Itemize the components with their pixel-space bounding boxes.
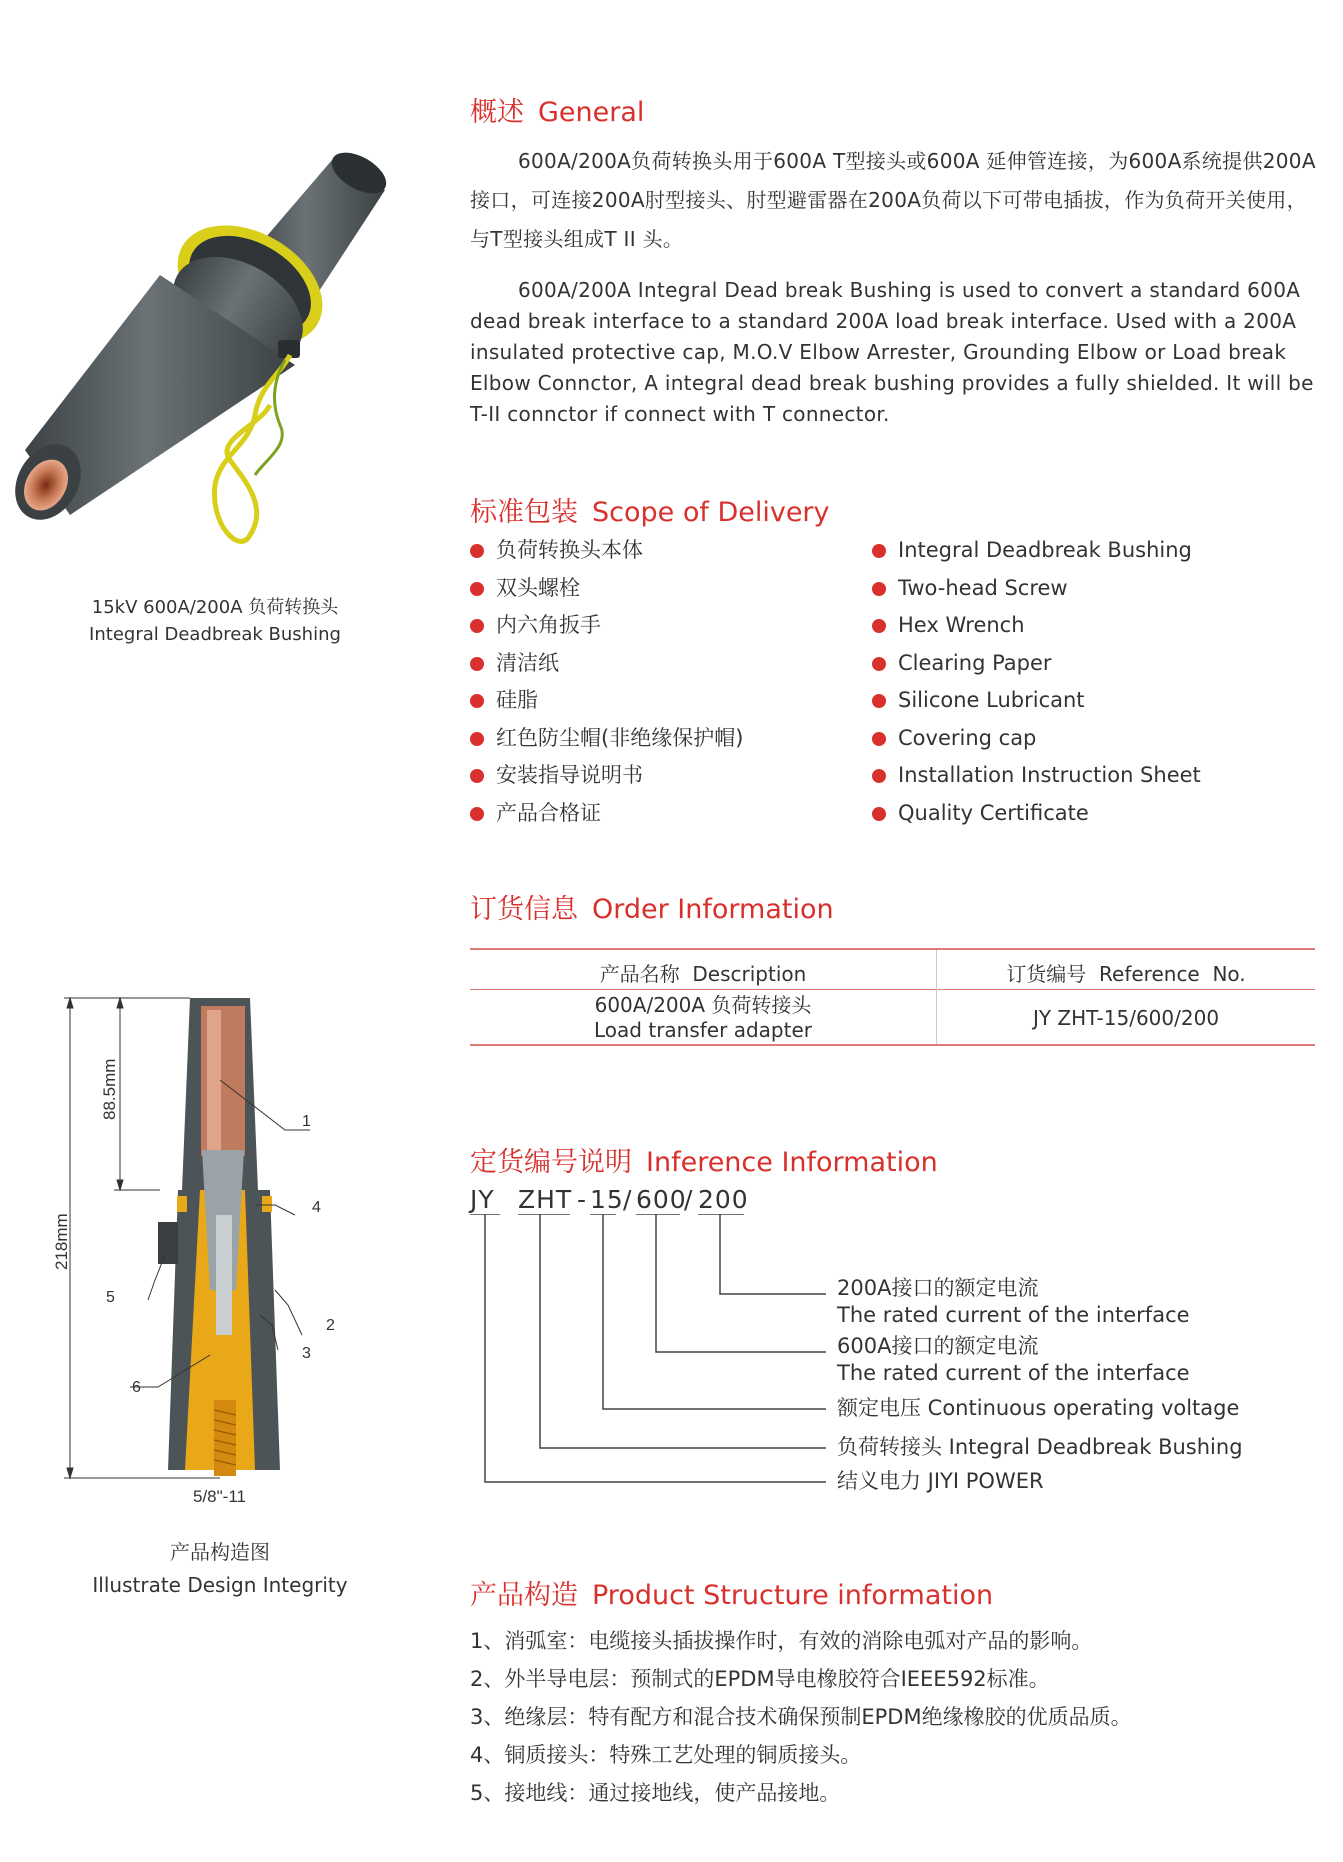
delivery-list-en <box>872 532 1201 832</box>
description-en: Load transfer adapter <box>594 1018 812 1042</box>
bullet-dot-icon <box>872 694 886 708</box>
structure-heading <box>470 1573 993 1612</box>
list-item: Two-head Screw <box>872 570 1201 608</box>
structure-heading-en: Product Structure information <box>592 1580 994 1611</box>
product-photo <box>10 115 410 575</box>
bullet-dot-icon <box>470 732 484 746</box>
general-paragraph-cn <box>470 142 1320 259</box>
bullet-dot-icon <box>470 619 484 633</box>
delivery-heading-cn: 标准包装 <box>470 497 578 528</box>
table-cell-reference: JY ZHT-15/600/200 <box>1032 1006 1220 1030</box>
list-item: 4、铜质接头：特殊工艺处理的铜质接头。 <box>470 1743 862 1767</box>
list-item: Hex Wrench <box>872 607 1201 645</box>
delivery-heading-en: Scope of Delivery <box>592 497 830 528</box>
bullet-dot-icon <box>872 769 886 783</box>
list-item: Quality Certificate <box>872 795 1201 833</box>
delivery-list-cn <box>470 532 743 832</box>
bullet-dot-icon <box>470 769 484 783</box>
drawing-caption-en: Illustrate Design Integrity <box>92 1573 348 1597</box>
table-header-reference: 订货编号 Reference No. <box>1006 962 1246 986</box>
general-text-en: 600A/200A Integral Dead break Bushing is used to convert a standard 600A dead break interface to a standard 200A load break interface. Used with a 200A insulated protective cap, M.O.V Elbow Arrester, Grounding Elbow or Load break Elbow Connctor, A integral dead break bushing provides a fully shielded. It will be T-II connctor if connect with T connector. <box>470 278 1314 426</box>
list-item: 双头螺栓 <box>470 570 743 608</box>
bullet-dot-icon <box>872 657 886 671</box>
callout-6: 6 <box>132 1379 141 1396</box>
table-rule-bottom <box>470 1044 1315 1046</box>
legend-600a-cn: 600A接口的额定电流 <box>837 1334 1039 1358</box>
photo-caption-line1: 15kV 600A/200A 负荷转换头 <box>91 597 339 618</box>
bullet-dot-icon <box>470 694 484 708</box>
general-heading-en: General <box>538 97 645 128</box>
bullet-dot-icon <box>872 582 886 596</box>
drawing-caption-cn: 产品构造图 <box>170 1540 270 1564</box>
order-heading-en: Order Information <box>592 894 834 925</box>
table-cell-description <box>470 993 936 1043</box>
legend-item-200a <box>837 1275 1190 1329</box>
list-item: 内六角扳手 <box>470 607 743 645</box>
list-item: Installation Instruction Sheet <box>872 757 1201 795</box>
bullet-dot-icon <box>470 657 484 671</box>
code-part-jy: JY <box>470 1185 495 1214</box>
callout-3: 3 <box>302 1345 311 1362</box>
legend-item-600a <box>837 1333 1190 1387</box>
list-item: Integral Deadbreak Bushing <box>872 532 1201 570</box>
general-heading-cn: 概述 <box>470 97 524 128</box>
cross-section-drawing <box>50 990 370 1520</box>
bullet-dot-icon <box>470 544 484 558</box>
code-part-600: 600 <box>636 1185 687 1214</box>
delivery-heading <box>470 490 830 529</box>
list-item: 清洁纸 <box>470 645 743 683</box>
bushing-body <box>10 144 393 531</box>
photo-caption-line2: Integral Deadbreak Bushing <box>89 624 341 645</box>
bullet-dot-icon <box>872 544 886 558</box>
photo-caption <box>30 594 400 648</box>
list-item: Clearing Paper <box>872 645 1201 683</box>
structure-heading-cn: 产品构造 <box>470 1580 578 1611</box>
list-item: 硅脂 <box>470 682 743 720</box>
bullet-dot-icon <box>470 582 484 596</box>
legend-600a-en: The rated current of the interface <box>837 1361 1190 1385</box>
general-text-cn: 600A/200A负荷转换头用于600A T型接头或600A 延伸管连接，为600A系统提供200A接口，可连接200A肘型接头、肘型避雷器在200A负荷以下可带电插拔，作为负荷开关使用，与T型接头组成T II 头。 <box>470 149 1316 251</box>
table-rule-mid <box>470 989 1315 990</box>
bullet-dot-icon <box>470 807 484 821</box>
legend-200a-en: The rated current of the interface <box>837 1303 1190 1327</box>
description-cn: 600A/200A 负荷转接头 <box>594 993 812 1017</box>
list-item: 产品合格证 <box>470 795 743 833</box>
general-heading <box>470 90 644 129</box>
code-part-slash1: / <box>623 1185 633 1214</box>
bullet-dot-icon <box>872 619 886 633</box>
legend-item-voltage: 额定电压 Continuous operating voltage <box>837 1396 1240 1420</box>
bushing-section <box>158 998 280 1476</box>
bullet-dot-icon <box>872 807 886 821</box>
dim-88-5mm-label: 88.5mm <box>100 1058 119 1120</box>
list-item: Silicone Lubricant <box>872 682 1201 720</box>
code-part-slash2: / <box>684 1185 694 1214</box>
code-legend-lines <box>470 1214 850 1504</box>
drawing-caption <box>60 1536 380 1602</box>
code-part-dash: - <box>577 1185 588 1214</box>
callout-4: 4 <box>312 1199 321 1216</box>
list-item: 红色防尘帽(非绝缘保护帽) <box>470 720 743 758</box>
bullet-dot-icon <box>872 732 886 746</box>
legend-200a-cn: 200A接口的额定电流 <box>837 1276 1039 1300</box>
callout-2: 2 <box>326 1317 335 1334</box>
dim-218mm-label: 218mm <box>52 1213 71 1270</box>
list-item: 安装指导说明书 <box>470 757 743 795</box>
legend-item-bushing: 负荷转接头 Integral Deadbreak Bushing <box>837 1435 1243 1459</box>
code-part-200: 200 <box>698 1185 749 1214</box>
list-item: 负荷转换头本体 <box>470 532 743 570</box>
inference-heading-en: Inference Information <box>646 1147 938 1178</box>
code-part-15: 15 <box>590 1185 624 1214</box>
list-item: Covering cap <box>872 720 1201 758</box>
order-heading-cn: 订货信息 <box>470 894 578 925</box>
thread-size-label: 5/8"-11 <box>193 1487 246 1506</box>
list-item: 1、消弧室：电缆接头插拔操作时，有效的消除电弧对产品的影响。 <box>470 1629 1093 1653</box>
order-heading <box>470 887 834 926</box>
list-item: 2、外半导电层：预制式的EPDM导电橡胶符合IEEE592标准。 <box>470 1667 1050 1691</box>
inference-heading-cn: 定货编号说明 <box>470 1147 632 1178</box>
callout-1: 1 <box>302 1113 311 1130</box>
structure-list <box>470 1622 1132 1812</box>
general-paragraph-en <box>470 275 1320 430</box>
table-header-description: 产品名称 Description <box>599 962 807 986</box>
callout-5: 5 <box>106 1289 115 1306</box>
list-item: 5、接地线：通过接地线，使产品接地。 <box>470 1781 841 1805</box>
inference-heading <box>470 1140 938 1179</box>
table-rule-top <box>470 948 1315 950</box>
list-item: 3、绝缘层：特有配方和混合技术确保预制EPDM绝缘橡胶的优质品质。 <box>470 1705 1132 1729</box>
legend-item-brand: 结义电力 JIYI POWER <box>837 1469 1044 1493</box>
code-part-zht: ZHT <box>518 1185 573 1214</box>
